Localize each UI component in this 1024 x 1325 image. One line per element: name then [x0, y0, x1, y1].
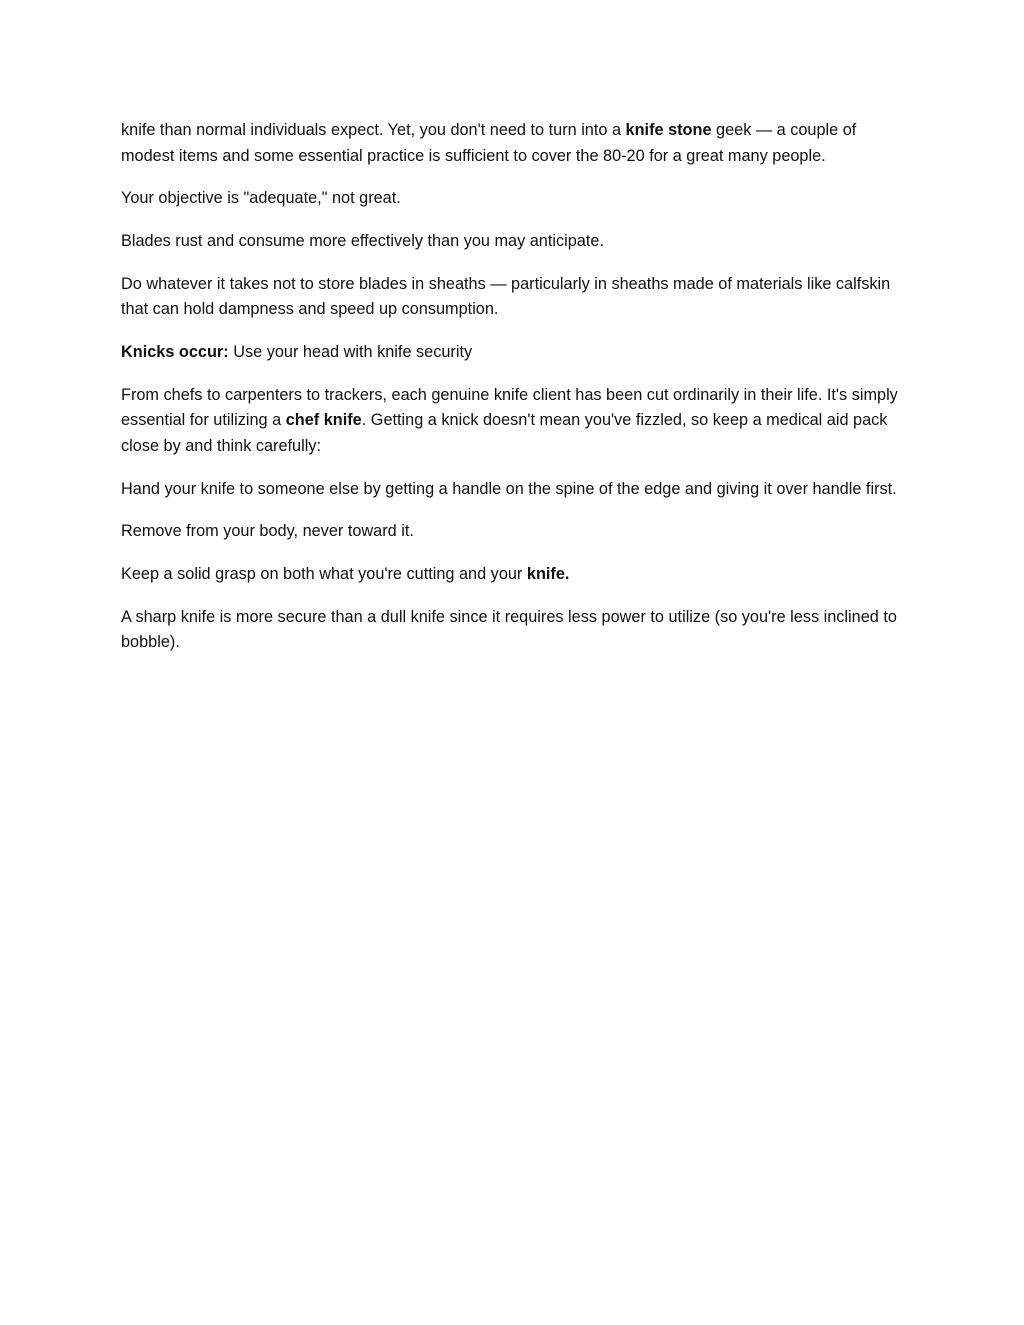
paragraph-text: From chefs to carpenters to trackers, each genuine knife client has been cut ordinarily in their life. It's simply essential for utilizing a — [121, 385, 898, 430]
paragraph-remove: Remove from your body, never toward it. — [121, 522, 414, 541]
document-page — [121, 118, 901, 673]
paragraph-text: geek — a couple of modest items and some essential practice is sufficient to cover the 80-20 for a great many people. — [121, 121, 857, 165]
paragraph-intro — [121, 118, 901, 170]
paragraph-sharp-knife: A sharp knife is more secure than a dull knife since it requires less power to utilize (so you're less inclined to bobble). — [121, 607, 897, 652]
paragraph-sheaths: Do whatever it takes not to store blades in sheaths — particularly in sheaths made of materials like calfskin that can hold dampness and speed up consumption. — [121, 274, 891, 319]
bold-keyword-knife: knife. — [526, 564, 570, 583]
bold-keyword-knife-stone: knife stone — [625, 121, 712, 139]
bold-label-knicks: Knicks occur: — [121, 342, 229, 361]
paragraph-grasp — [121, 562, 901, 588]
paragraph-hand-knife: Hand your knife to someone else by getting a handle on the spine of the edge and giving it over handle first. — [121, 479, 897, 498]
paragraph-knicks-heading — [121, 340, 901, 366]
paragraph-text: . Getting a knick doesn't mean you've fizzled, so keep a medical aid pack close by and think carefully: — [121, 411, 888, 456]
paragraph-text: knife than normal individuals expect. Yet, you don't need to turn into a — [121, 121, 626, 139]
paragraph-text: Use your head with knife security — [228, 342, 473, 361]
paragraph-objective: Your objective is "adequate," not great. — [121, 189, 401, 208]
bold-keyword-chef-knife: chef knife — [285, 411, 362, 430]
paragraph-blades-rust: Blades rust and consume more effectively than you may anticipate. — [121, 231, 604, 250]
paragraph-chefs — [121, 383, 901, 460]
paragraph-text: Keep a solid grasp on both what you're cutting and your — [121, 564, 527, 583]
